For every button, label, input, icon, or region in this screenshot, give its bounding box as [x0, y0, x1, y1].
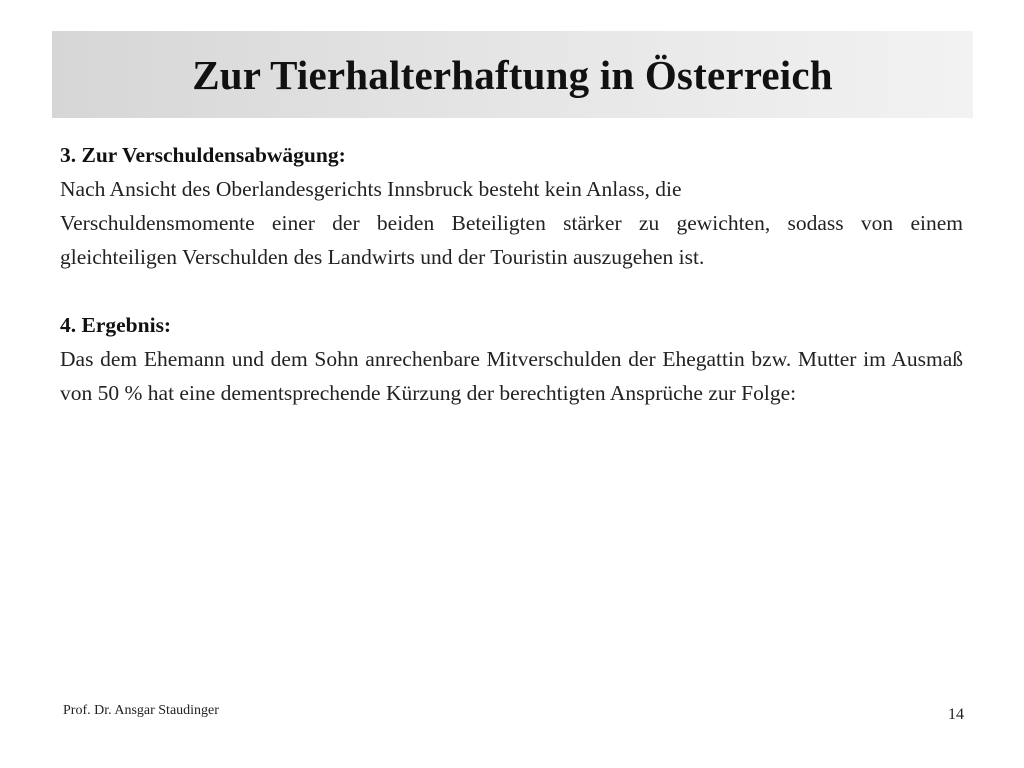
slide-title: Zur Tierhalterhaftung in Österreich [192, 51, 833, 98]
footer-author: Prof. Dr. Ansgar Staudinger [63, 703, 219, 718]
section-4-heading: 4. Ergebnis: [60, 313, 172, 337]
section-3-paragraph: Verschuldensmomente einer der beiden Beteiligten stärker zu gewichten, sodass von einem gleichteiligen Verschulden des Landwirts und der Touristin auszugehen ist. [60, 211, 963, 269]
section-3-heading: 3. Zur Verschuldensabwägung: [60, 143, 346, 167]
section-4-paragraph: Das dem Ehemann und dem Sohn anrechenbare Mitverschulden der Ehegattin bzw. Mutter im Ausmaß von 50 % hat eine dementsprechende Kürzung der berechtigten Ansprüche zur Folge: [60, 347, 963, 405]
title-bar [52, 31, 973, 118]
page-number: 14 [948, 706, 964, 723]
section-spacer [60, 274, 963, 308]
slide-content [60, 138, 963, 410]
section-3-first-line: Nach Ansicht des Oberlandesgerichts Innsbruck besteht kein Anlass, die [60, 177, 682, 201]
